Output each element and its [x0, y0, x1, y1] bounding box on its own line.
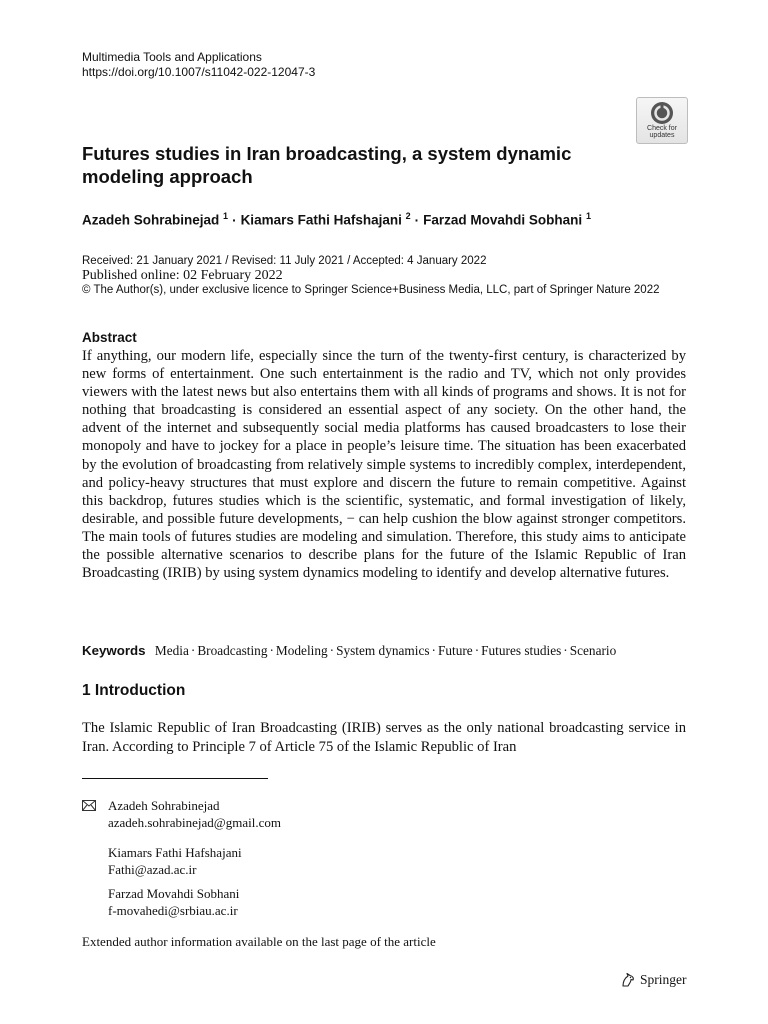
author-name[interactable]: Farzad Movahdi Sobhani — [423, 212, 583, 228]
abstract-text: If anything, our modern life, especially since the turn of the twenty-first century, is characterized by new forms of entertainment. One such entertainment is the radio and TV, which not only provides viewers with the latest news but also entertains them with all kinds of programs and shows. It is not for nothing that broadcasting is considered an essential aspect of any society. On the other hand, the advent of the internet and subsequently social media platforms has caused broadcasters to lose their monopoly and have to jockey for a place in people’s leisure time. The situation has been exacerbated by the evolution of broadcasting from relatively simple systems to incredibly complex, interdependent, and policy-heavy structures that must explore and discern the future to remain competitive. Against this backdrop, futures studies which is the scientific, systematic, and formal investigation of likely, desirable, and possible future developments, − can help cushion the blow against stronger competitors. The main tools of futures studies are modeling and simulation. Therefore, this study aims to anticipate the possible alternative scenarios to describe plans for the future of the Islamic Republic of Iran Broadcasting (IRIB) by using system dynamics modeling to identify and develop alternative futures. — [82, 348, 686, 582]
footnote-divider — [82, 778, 268, 779]
publisher-logo — [620, 972, 687, 988]
keyword-separator: · — [329, 643, 335, 658]
keyword-separator: · — [431, 643, 436, 658]
keyword: Scenario — [569, 643, 617, 658]
keyword-separator: · — [269, 643, 274, 658]
abstract-heading: Abstract — [82, 330, 137, 345]
author-contact — [82, 886, 239, 919]
keyword: Media — [154, 643, 189, 658]
abstract-body — [82, 347, 686, 582]
keyword-separator: · — [190, 643, 196, 658]
author-name[interactable]: Kiamars Fathi Hafshajani — [240, 212, 402, 228]
springer-horse-icon — [620, 972, 636, 988]
keyword: Future — [437, 643, 473, 658]
author-contact — [82, 845, 242, 878]
extended-author-info: Extended author information available on the last page of the article — [82, 934, 436, 949]
contact-name: Farzad Movahdi Sobhani — [108, 886, 240, 901]
author-affiliation: 2 — [405, 211, 411, 221]
author-list — [82, 211, 702, 228]
journal-header — [82, 50, 315, 80]
contact-email[interactable]: azadeh.sohrabinejad@gmail.com — [108, 814, 281, 830]
contact-email[interactable]: f-movahedi@srbiau.ac.ir — [108, 902, 238, 918]
section-heading-introduction: 1 Introduction — [82, 682, 186, 699]
copyright-notice: © The Author(s), under exclusive licence to Springer Science+Business Media, LLC, part of Springer Nature 2022 — [82, 284, 660, 296]
corresponding-author — [82, 798, 281, 831]
contact-name: Azadeh Sohrabinejad — [108, 798, 220, 813]
keyword: Broadcasting — [197, 643, 268, 658]
keywords-heading: Keywords — [82, 643, 146, 658]
submission-dates: Received: 21 January 2021 / Revised: 11 July 2021 / Accepted: 4 January 2022 — [82, 255, 487, 267]
introduction-body — [82, 719, 686, 756]
author-affiliation: 1 — [585, 211, 591, 221]
keyword: Futures studies — [481, 643, 562, 658]
keyword: System dynamics — [336, 643, 430, 658]
author-name[interactable]: Azadeh Sohrabinejad — [82, 212, 220, 228]
badge-line-2: updates — [649, 132, 675, 139]
badge-line-1: Check for — [647, 125, 677, 132]
keyword-separator: · — [474, 643, 480, 658]
doi-link[interactable]: https://doi.org/10.1007/s11042-022-12047-3 — [82, 65, 316, 79]
paper-title: Futures studies in Iran broadcasting, a system dynamic modeling approach — [82, 143, 572, 187]
author-separator: · — [414, 212, 420, 228]
check-updates-icon — [650, 101, 674, 125]
contact-email[interactable]: Fathi@azad.ac.ir — [108, 861, 197, 877]
envelope-icon — [82, 800, 96, 811]
keyword: Modeling — [275, 643, 328, 658]
publisher-name: Springer — [640, 972, 687, 987]
keyword-separator: · — [563, 643, 568, 658]
contact-name: Kiamars Fathi Hafshajani — [108, 845, 242, 860]
published-date: Published online: 02 February 2022 — [82, 268, 283, 283]
author-affiliation: 1 — [223, 211, 229, 221]
introduction-text: The Islamic Republic of Iran Broadcasting (IRIB) serves as the only national broadcasting service in Iran. According to Principle 7 of Article 75 of the Islamic Republic of Iran — [82, 720, 686, 755]
author-separator: · — [232, 212, 237, 228]
check-for-updates-badge[interactable] — [636, 97, 688, 144]
keywords-line — [82, 643, 692, 659]
journal-name: Multimedia Tools and Applications — [82, 50, 262, 64]
